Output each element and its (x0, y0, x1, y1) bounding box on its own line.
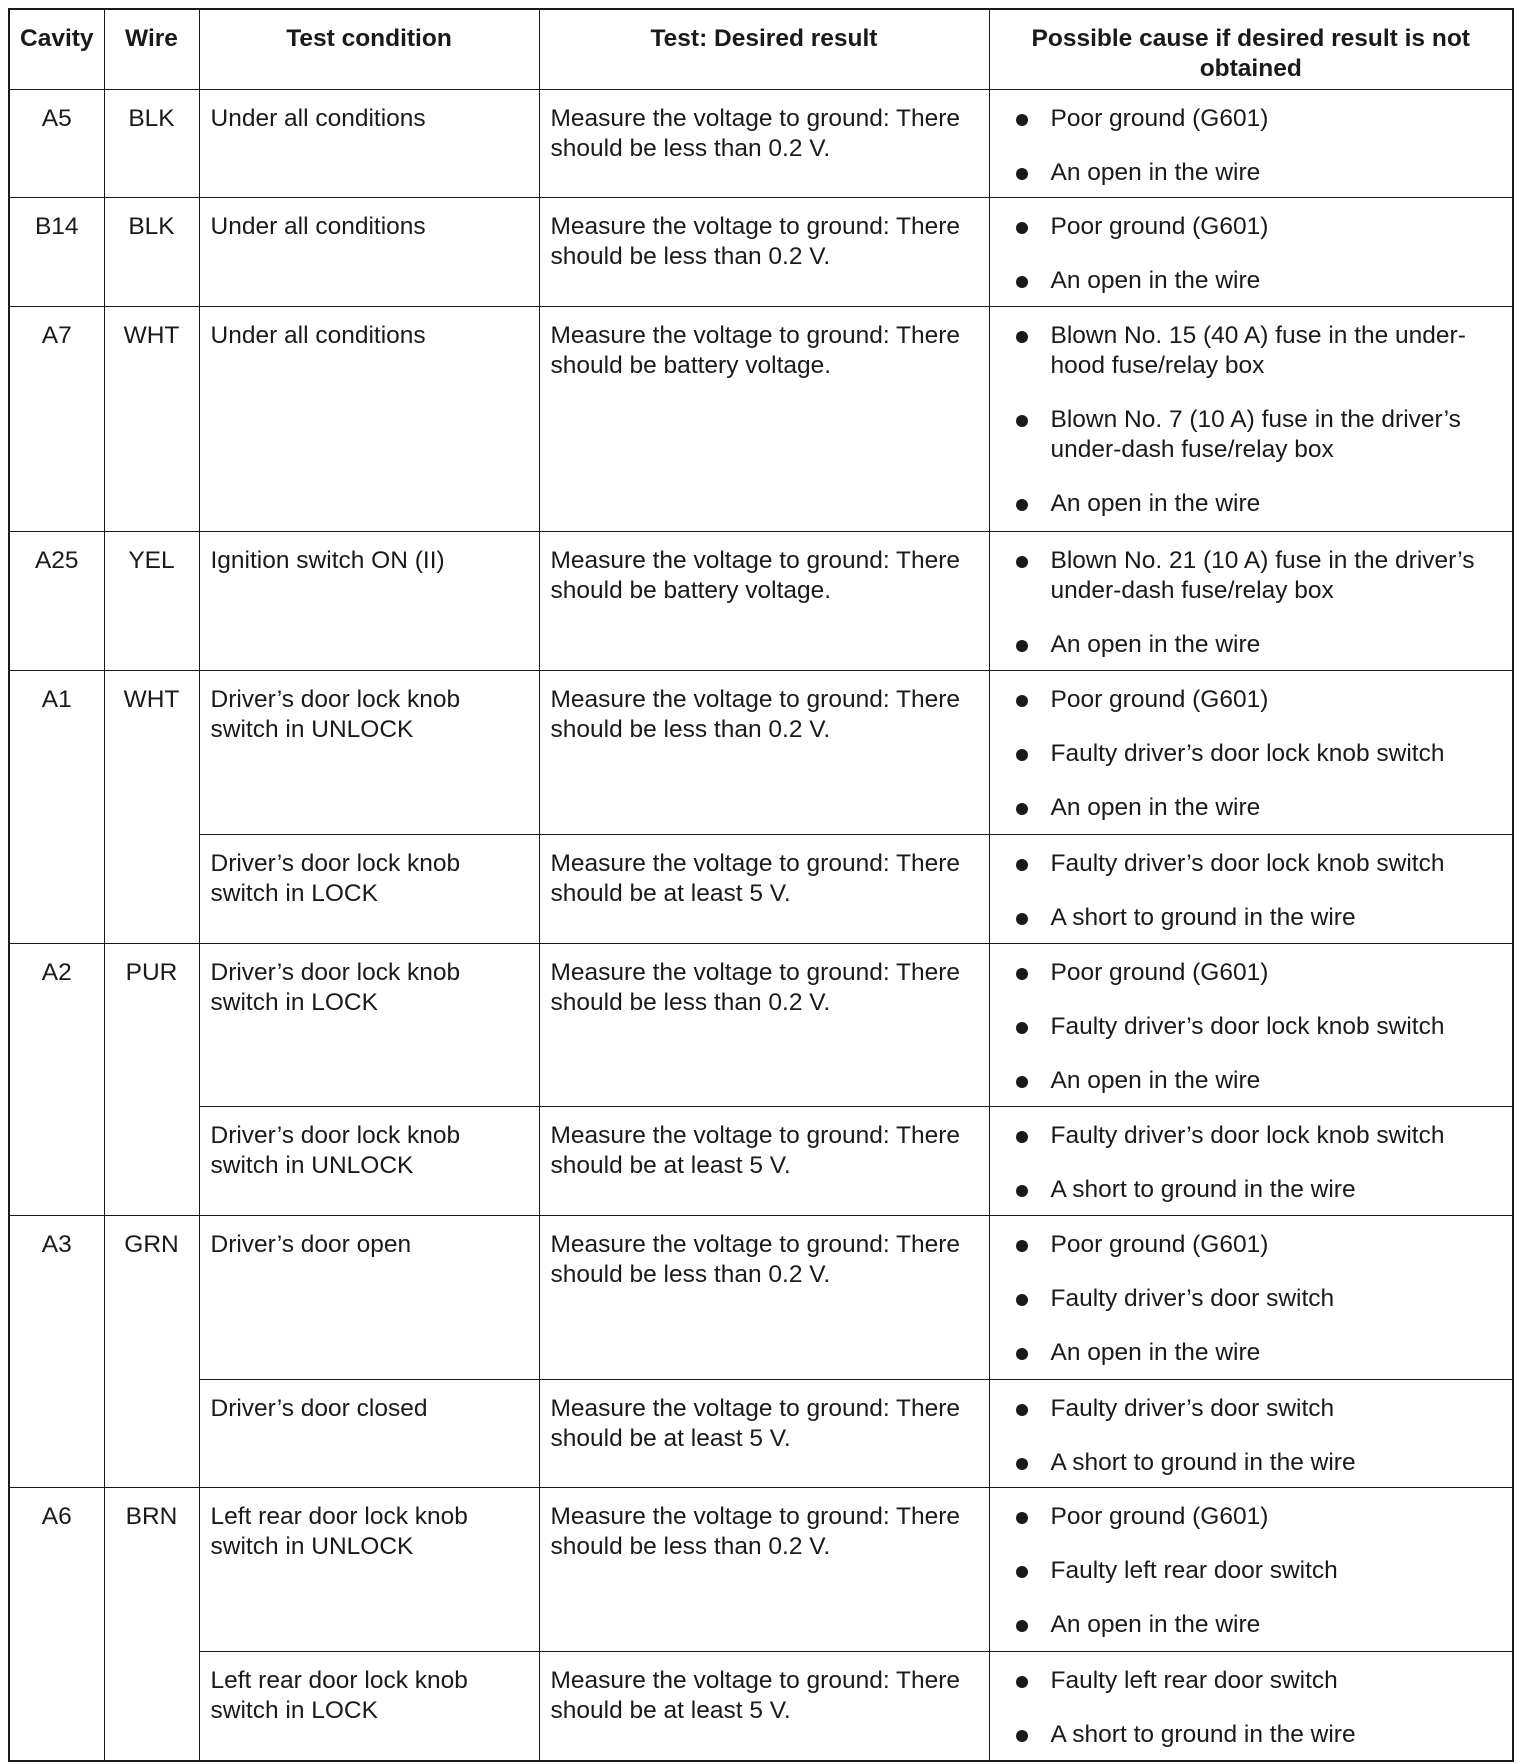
cause-text: Poor ground (G601) (1050, 686, 1269, 714)
test-condition-cell: Left rear door lock knob switch in UNLOCK (199, 1488, 539, 1652)
cause-item (1016, 630, 1503, 660)
table-row (9, 1652, 1513, 1761)
cause-item (1016, 1556, 1503, 1586)
wire-color-cell: YEL (104, 531, 199, 670)
cause-item (1016, 958, 1503, 988)
header-cavity: Cavity (9, 9, 104, 89)
cause-item (1016, 546, 1503, 606)
bullet-icon (1016, 276, 1028, 288)
possible-cause-cell (989, 1379, 1513, 1488)
desired-result-cell: Measure the voltage to ground: There should be at least 5 V. (539, 834, 989, 943)
cause-text: Faulty driver’s door lock knob switch (1050, 1012, 1445, 1040)
cause-text: A short to ground in the wire (1050, 1448, 1356, 1476)
desired-result-cell: Measure the voltage to ground: There should be less than 0.2 V. (539, 198, 989, 307)
cause-item (1016, 1394, 1503, 1424)
cause-list (1016, 104, 1503, 188)
test-condition-cell: Left rear door lock knob switch in LOCK (199, 1652, 539, 1761)
table-row (9, 1215, 1513, 1379)
cause-item (1016, 1230, 1503, 1260)
bullet-icon (1016, 556, 1028, 568)
bullet-icon (1016, 1022, 1028, 1034)
cause-item (1016, 1066, 1503, 1096)
cause-item (1016, 405, 1503, 465)
bullet-icon (1016, 331, 1028, 343)
cause-item (1016, 739, 1503, 769)
cause-item (1016, 212, 1503, 242)
cause-text: An open in the wire (1050, 630, 1261, 658)
cavity-cell: A7 (9, 307, 104, 532)
table-row (9, 531, 1513, 670)
cavity-cell: A5 (9, 89, 104, 198)
cause-text: Poor ground (G601) (1050, 1503, 1269, 1531)
cause-list (1016, 1502, 1503, 1640)
cause-list (1016, 849, 1503, 933)
cause-item (1016, 903, 1503, 933)
desired-result-cell: Measure the voltage to ground: There should be less than 0.2 V. (539, 89, 989, 198)
bullet-icon (1016, 1076, 1028, 1088)
cavity-cell: A3 (9, 1215, 104, 1487)
table-row (9, 1107, 1513, 1216)
cause-text: Faulty left rear door switch (1050, 1667, 1338, 1695)
bullet-icon (1016, 1294, 1028, 1306)
table-row (9, 834, 1513, 943)
cause-list (1016, 321, 1503, 519)
cause-item (1016, 1121, 1503, 1151)
cause-item (1016, 685, 1503, 715)
wire-color-cell: WHT (104, 671, 199, 943)
cause-list (1016, 685, 1503, 823)
possible-cause-cell (989, 198, 1513, 307)
cause-text: Faulty left rear door switch (1050, 1557, 1338, 1585)
desired-result-cell: Measure the voltage to ground: There should be less than 0.2 V. (539, 943, 989, 1107)
cause-list (1016, 1666, 1503, 1750)
cause-list (1016, 958, 1503, 1096)
bullet-icon (1016, 1458, 1028, 1470)
header-wire: Wire (104, 9, 199, 89)
cause-item (1016, 1610, 1503, 1640)
cause-text: Blown No. 15 (40 A) fuse in the under-hood fuse/relay box (1050, 322, 1466, 380)
wire-color-cell: BRN (104, 1488, 199, 1761)
bullet-icon (1016, 114, 1028, 126)
table-row (9, 1488, 1513, 1652)
bullet-icon (1016, 1240, 1028, 1252)
test-condition-cell: Under all conditions (199, 198, 539, 307)
cause-text: Poor ground (G601) (1050, 104, 1269, 132)
cause-list (1016, 1230, 1503, 1368)
test-condition-cell: Driver’s door lock knob switch in LOCK (199, 834, 539, 943)
test-condition-cell: Driver’s door lock knob switch in UNLOCK (199, 1107, 539, 1216)
header-desired-result: Test: Desired result (539, 9, 989, 89)
test-condition-cell: Under all conditions (199, 89, 539, 198)
desired-result-cell: Measure the voltage to ground: There should be at least 5 V. (539, 1379, 989, 1488)
cause-text: A short to ground in the wire (1050, 1721, 1356, 1749)
bullet-icon (1016, 1348, 1028, 1360)
cause-item (1016, 1720, 1503, 1750)
cause-list (1016, 212, 1503, 296)
cause-text: An open in the wire (1050, 158, 1261, 186)
cause-item (1016, 1338, 1503, 1368)
possible-cause-cell (989, 834, 1513, 943)
cause-text: Faulty driver’s door lock knob switch (1050, 849, 1445, 877)
possible-cause-cell (989, 307, 1513, 532)
cause-text: Faulty driver’s door switch (1050, 1284, 1335, 1312)
wire-color-cell: BLK (104, 89, 199, 198)
wire-color-cell: WHT (104, 307, 199, 532)
cause-item (1016, 1448, 1503, 1478)
bullet-icon (1016, 968, 1028, 980)
bullet-icon (1016, 415, 1028, 427)
bullet-icon (1016, 913, 1028, 925)
bullet-icon (1016, 499, 1028, 511)
possible-cause-cell (989, 89, 1513, 198)
bullet-icon (1016, 1566, 1028, 1578)
cause-text: An open in the wire (1050, 267, 1261, 295)
table-row (9, 943, 1513, 1107)
cavity-cell: A2 (9, 943, 104, 1215)
wire-color-cell: BLK (104, 198, 199, 307)
test-condition-cell: Under all conditions (199, 307, 539, 532)
test-condition-cell: Ignition switch ON (II) (199, 531, 539, 670)
cause-item (1016, 1666, 1503, 1696)
cause-text: A short to ground in the wire (1050, 903, 1356, 931)
cause-text: An open in the wire (1050, 1066, 1261, 1094)
test-condition-cell: Driver’s door lock knob switch in LOCK (199, 943, 539, 1107)
cause-item (1016, 104, 1503, 134)
cavity-cell: A1 (9, 671, 104, 943)
desired-result-cell: Measure the voltage to ground: There should be less than 0.2 V. (539, 1215, 989, 1379)
header-row (9, 9, 1513, 89)
bullet-icon (1016, 640, 1028, 652)
possible-cause-cell (989, 671, 1513, 835)
cause-text: Faulty driver’s door lock knob switch (1050, 1122, 1445, 1150)
table-row (9, 89, 1513, 198)
cause-text: Poor ground (G601) (1050, 213, 1269, 241)
table-row (9, 307, 1513, 532)
connector-test-table (8, 8, 1514, 1762)
cause-list (1016, 1394, 1503, 1478)
cause-item (1016, 1284, 1503, 1314)
cause-item (1016, 266, 1503, 296)
cause-text: An open in the wire (1050, 794, 1261, 822)
desired-result-cell: Measure the voltage to ground: There should be less than 0.2 V. (539, 1488, 989, 1652)
possible-cause-cell (989, 1107, 1513, 1216)
cause-item (1016, 321, 1503, 381)
cause-text: An open in the wire (1050, 1611, 1261, 1639)
possible-cause-cell (989, 1215, 1513, 1379)
cause-text: An open in the wire (1050, 1338, 1261, 1366)
bullet-icon (1016, 1185, 1028, 1197)
cause-text: Faulty driver’s door lock knob switch (1050, 740, 1445, 768)
cavity-cell: A6 (9, 1488, 104, 1761)
cause-item (1016, 1175, 1503, 1205)
bullet-icon (1016, 695, 1028, 707)
wire-color-cell: GRN (104, 1215, 199, 1487)
cause-item (1016, 793, 1503, 823)
cause-text: Blown No. 7 (10 A) fuse in the driver’s under-dash fuse/relay box (1050, 406, 1461, 464)
test-condition-cell: Driver’s door closed (199, 1379, 539, 1488)
bullet-icon (1016, 1512, 1028, 1524)
possible-cause-cell (989, 943, 1513, 1107)
bullet-icon (1016, 1404, 1028, 1416)
cause-item (1016, 849, 1503, 879)
desired-result-cell: Measure the voltage to ground: There should be at least 5 V. (539, 1652, 989, 1761)
cause-text: Poor ground (G601) (1050, 1230, 1269, 1258)
desired-result-cell: Measure the voltage to ground: There should be less than 0.2 V. (539, 671, 989, 835)
table-row (9, 671, 1513, 835)
cause-text: A short to ground in the wire (1050, 1176, 1356, 1204)
table-row (9, 1379, 1513, 1488)
cause-text: Faulty driver’s door switch (1050, 1394, 1335, 1422)
cavity-cell: B14 (9, 198, 104, 307)
bullet-icon (1016, 1131, 1028, 1143)
table-row (9, 198, 1513, 307)
bullet-icon (1016, 168, 1028, 180)
desired-result-cell: Measure the voltage to ground: There should be at least 5 V. (539, 1107, 989, 1216)
cause-item (1016, 1502, 1503, 1532)
bullet-icon (1016, 749, 1028, 761)
header-test-condition: Test condition (199, 9, 539, 89)
bullet-icon (1016, 1730, 1028, 1742)
cause-text: Blown No. 21 (10 A) fuse in the driver’s under-dash fuse/relay box (1050, 546, 1475, 604)
possible-cause-cell (989, 1488, 1513, 1652)
cavity-cell: A25 (9, 531, 104, 670)
cause-text: An open in the wire (1050, 490, 1261, 518)
cause-item (1016, 1012, 1503, 1042)
cause-list (1016, 1121, 1503, 1205)
cause-item (1016, 158, 1503, 188)
test-condition-cell: Driver’s door open (199, 1215, 539, 1379)
bullet-icon (1016, 859, 1028, 871)
table-body (9, 89, 1513, 1761)
desired-result-cell: Measure the voltage to ground: There should be battery voltage. (539, 531, 989, 670)
bullet-icon (1016, 803, 1028, 815)
possible-cause-cell (989, 1652, 1513, 1761)
test-condition-cell: Driver’s door lock knob switch in UNLOCK (199, 671, 539, 835)
cause-item (1016, 489, 1503, 519)
desired-result-cell: Measure the voltage to ground: There should be battery voltage. (539, 307, 989, 532)
wire-color-cell: PUR (104, 943, 199, 1215)
bullet-icon (1016, 1676, 1028, 1688)
header-possible-cause: Possible cause if desired result is not obtained (989, 9, 1513, 89)
cause-text: Poor ground (G601) (1050, 958, 1269, 986)
cause-list (1016, 546, 1503, 660)
bullet-icon (1016, 1620, 1028, 1632)
bullet-icon (1016, 222, 1028, 234)
possible-cause-cell (989, 531, 1513, 670)
